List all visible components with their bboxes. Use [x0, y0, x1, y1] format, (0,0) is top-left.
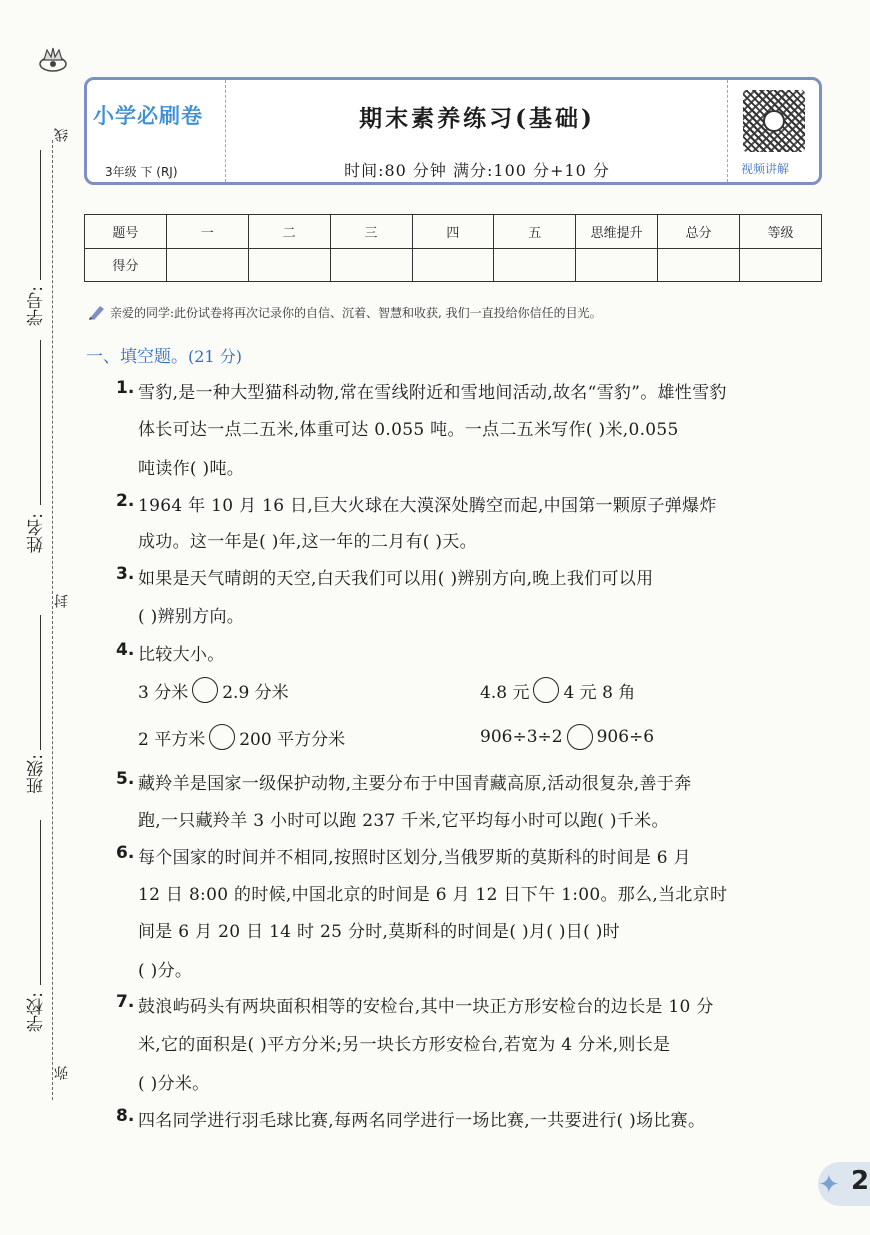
- table-cell: 一: [166, 215, 248, 249]
- class-field[interactable]: [40, 615, 41, 750]
- school-field[interactable]: [40, 820, 41, 985]
- compare-left: 3 分米: [138, 682, 189, 703]
- compare-left: 2 平方米: [138, 729, 206, 750]
- table-cell: 三: [330, 215, 412, 249]
- binding-line-char: 线: [54, 128, 70, 142]
- table-cell: 得分: [85, 248, 167, 282]
- table-cell: 五: [494, 215, 576, 249]
- question-line: ( )分。: [138, 961, 193, 981]
- score-input-cell[interactable]: [248, 248, 330, 282]
- question-line: 每个国家的时间并不相同,按照时区划分,当俄罗斯的莫斯科的时间是 6 月: [138, 848, 691, 868]
- table-cell: 等级: [740, 215, 822, 249]
- compare-item: [138, 724, 345, 750]
- page-number: 2: [851, 1166, 870, 1196]
- question-number: 1.: [116, 378, 135, 398]
- score-table-score-row: [85, 248, 822, 282]
- exam-header: [84, 77, 822, 185]
- compare-left: 4.8 元: [480, 682, 530, 703]
- question-number: 6.: [116, 843, 135, 863]
- question-line: 1964 年 10 月 16 日,巨大火球在大漠深处腾空而起,中国第一颗原子弹爆炸: [138, 496, 717, 516]
- score-input-cell[interactable]: [412, 248, 494, 282]
- binding-mi-char: 弥: [54, 1066, 70, 1080]
- sparkle-icon: ✦: [818, 1170, 840, 1200]
- student-id-field[interactable]: [40, 150, 41, 280]
- score-table: [84, 214, 822, 282]
- question-line: 比较大小。: [138, 645, 225, 665]
- student-id-label: 学号:: [27, 286, 47, 326]
- question-line: 间是 6 月 20 日 14 时 25 分时,莫斯科的时间是( )月( )日( )时: [138, 922, 620, 942]
- compare-circle-blank[interactable]: [209, 724, 235, 750]
- score-input-cell[interactable]: [330, 248, 412, 282]
- compare-left: 906÷3÷2: [480, 727, 563, 747]
- question-line: 雪豹,是一种大型猫科动物,常在雪线附近和雪地间活动,故名“雪豹”。雄性雪豹: [138, 383, 727, 403]
- question-line: 藏羚羊是国家一级保护动物,主要分布于中国青藏高原,活动很复杂,善于奔: [138, 774, 692, 794]
- table-cell: 四: [412, 215, 494, 249]
- header-divider-right: [727, 80, 728, 182]
- question-line: 跑,一只藏羚羊 3 小时可以跑 237 千米,它平均每小时可以跑( )千米。: [138, 811, 669, 831]
- exam-title: 期末素养练习(基础): [359, 105, 595, 132]
- question-number: 4.: [116, 640, 135, 660]
- score-input-cell[interactable]: [166, 248, 248, 282]
- compare-right: 906÷6: [596, 727, 655, 747]
- name-label: 姓名:: [27, 513, 47, 553]
- question-number: 7.: [116, 992, 135, 1012]
- compare-circle-blank[interactable]: [567, 724, 593, 750]
- class-label: 班级:: [27, 754, 47, 794]
- question-line: 体长可达一点二五米,体重可达 0.055 吨。一点二五米写作( )米,0.055: [138, 420, 679, 440]
- compare-circle-blank[interactable]: [533, 677, 559, 703]
- question-line: 如果是天气晴朗的天空,白天我们可以用( )辨别方向,晚上我们可以用: [138, 569, 654, 589]
- question-line: ( )辨别方向。: [138, 607, 245, 627]
- qr-center-icon: [763, 110, 785, 132]
- header-divider: [225, 80, 226, 182]
- compare-circle-blank[interactable]: [192, 677, 218, 703]
- question-line: 12 日 8:00 的时候,中国北京的时间是 6 月 12 日下午 1:00。那么,当北京时: [138, 885, 728, 905]
- compare-item: [480, 677, 635, 703]
- compare-right: 4 元 8 角: [563, 682, 636, 703]
- name-field[interactable]: [40, 340, 41, 505]
- grade-label: 3年级 下 (RJ): [105, 165, 178, 179]
- pencil-icon: [88, 303, 106, 321]
- crown-logo-icon: [38, 46, 68, 74]
- question-line: 米,它的面积是( )平方分米;另一块长方形安检台,若宽为 4 分米,则长是: [138, 1035, 671, 1055]
- compare-item: [480, 724, 654, 750]
- section-points: (21 分): [188, 347, 242, 366]
- encouragement-note: 亲爱的同学:此份试卷将再次记录你的自信、沉着、智慧和收获, 我们一直投给你信任的目光。: [110, 306, 602, 320]
- compare-right: 2.9 分米: [222, 682, 289, 703]
- table-cell: 总分: [658, 215, 740, 249]
- question-number: 2.: [116, 491, 135, 511]
- question-line: 成功。这一年是( )年,这一年的二月有( )天。: [138, 532, 477, 552]
- compare-right: 200 平方分米: [239, 729, 346, 750]
- exam-meta: 时间:80 分钟 满分:100 分+10 分: [344, 161, 610, 180]
- section-title-text: 一、填空题。: [86, 347, 188, 367]
- score-input-cell[interactable]: [494, 248, 576, 282]
- score-input-cell[interactable]: [740, 248, 822, 282]
- score-input-cell[interactable]: [658, 248, 740, 282]
- score-input-cell[interactable]: [576, 248, 658, 282]
- question-line: ( )分米。: [138, 1074, 210, 1094]
- binding-seal-char: 封: [54, 594, 70, 608]
- question-number: 5.: [116, 769, 135, 789]
- table-cell: 思维提升: [576, 215, 658, 249]
- table-cell: 题号: [85, 215, 167, 249]
- score-table-header-row: [85, 215, 822, 249]
- binding-dashed-line: [52, 140, 53, 1100]
- question-number: 8.: [116, 1106, 135, 1126]
- question-line: 吨读作( )吨。: [138, 459, 245, 479]
- table-cell: 二: [248, 215, 330, 249]
- section-title: [86, 342, 242, 367]
- question-line: 鼓浪屿码头有两块面积相等的安检台,其中一块正方形安检台的边长是 10 分: [138, 997, 714, 1017]
- video-explain-label[interactable]: 视频讲解: [741, 162, 790, 176]
- question-number: 3.: [116, 564, 135, 584]
- compare-item: [138, 677, 289, 703]
- brand-title: 小学必刷卷: [93, 104, 203, 128]
- school-label: 学校:: [27, 992, 47, 1032]
- question-line: 四名同学进行羽毛球比赛,每两名同学进行一场比赛,一共要进行( )场比赛。: [138, 1111, 706, 1131]
